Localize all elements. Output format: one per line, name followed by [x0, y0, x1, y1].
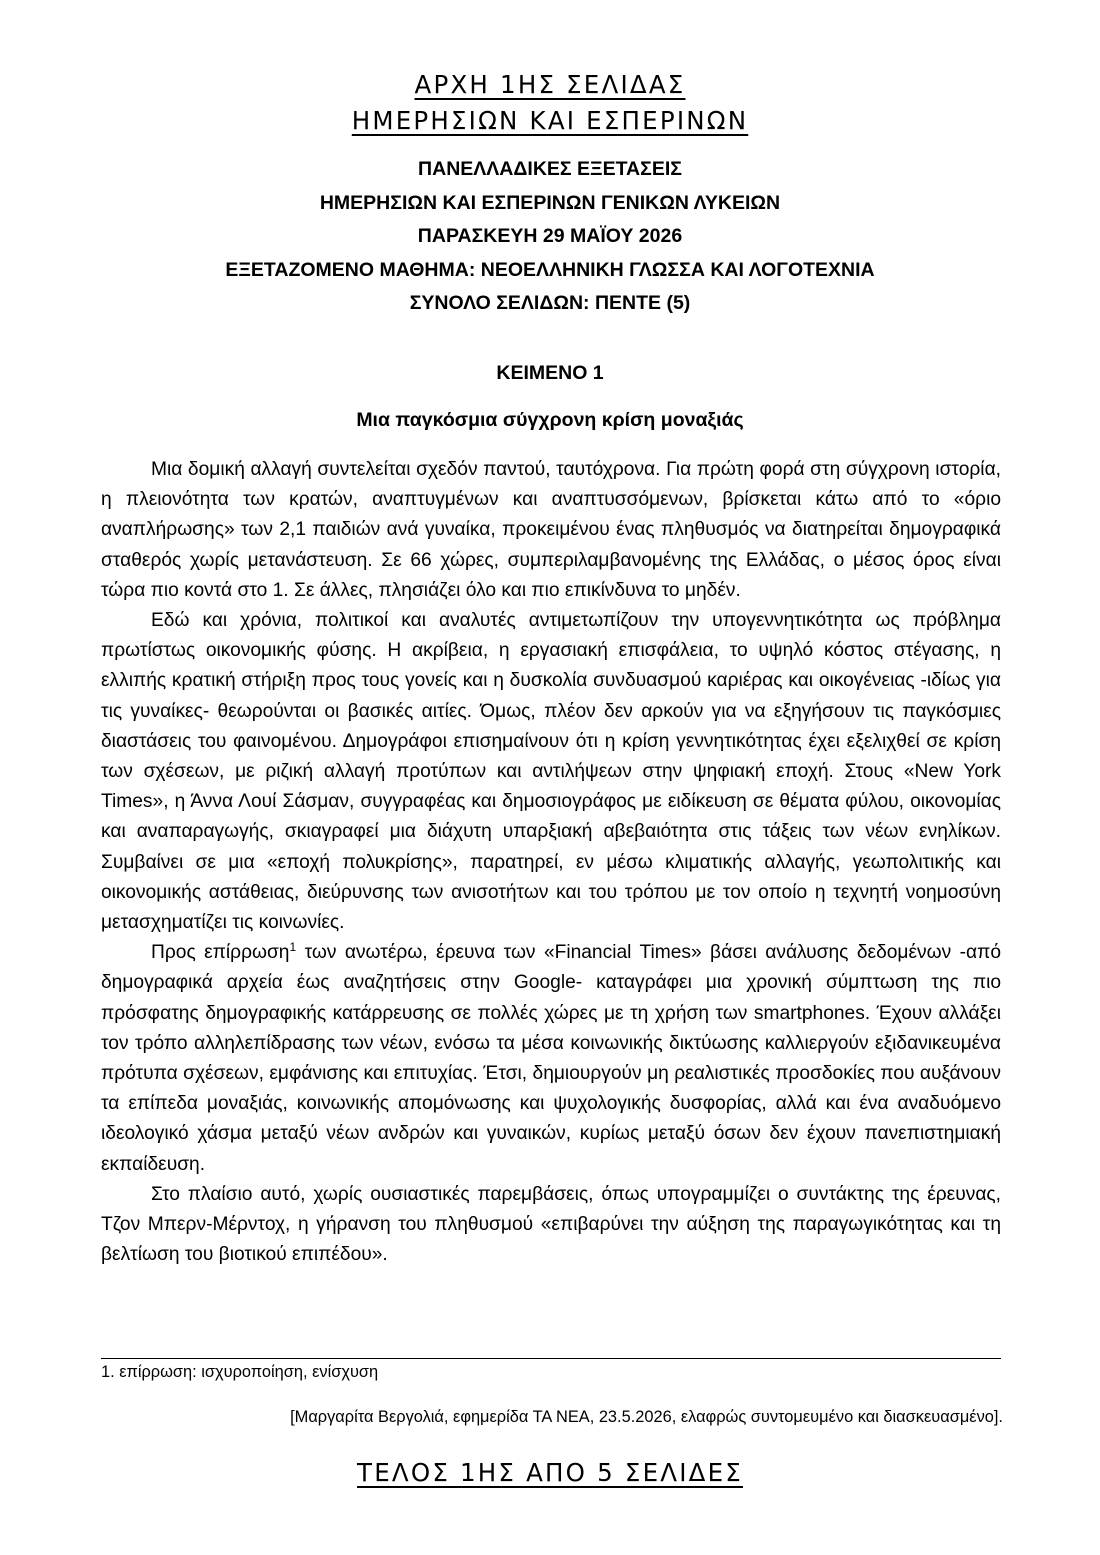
- exam-header-line: ΠΑΡΑΣΚΕΥΗ 29 ΜΑΪΟΥ 2026: [417, 225, 683, 247]
- page-start-marker-line1: ΑΡΧΗ 1ΗΣ ΣΕΛΙΔΑΣ: [414, 70, 686, 99]
- text-label: ΚΕΙΜΕΝΟ 1: [496, 362, 604, 384]
- article-body: [101, 455, 1001, 1270]
- paragraph-text: των ανωτέρω, έρευνα των «Financial Times» βάσει ανάλυσης δεδομένων -από δημογραφικά αρχεία έως αναζητήσεις στην Google- καταγράφει μια χρονική σύμπτωση της πιο πρόσφατης δημογραφικής κατάρρευσης σε πολλές χώρες με τη χρήση των smartphones. Έχουν αλλάξει τον τρόπο αλληλεπίδρασης των νέων, ενόσω τα μέσα κοινωνικής δικτύωσης καλλιεργούν εξιδανικευμένα πρότυπα σχέσεων, εμφάνισης και επιτυχίας. Έτσι, δημιουργούν μη ρεαλιστικές προσδοκίες που αυξάνουν τα επίπεδα μοναξιάς, κοινωνικής απομόνωσης και ψυχολογικής δυσφορίας, αλλά και ένα αναδυόμενο ιδεολογικό χάσμα μεταξύ νέων ανδρών και γυναικών, κυρίως μεταξύ όσων δεν έχουν πανεπιστημιακή εκπαίδευση.: [101, 942, 1001, 1175]
- paragraph: [101, 938, 1001, 1180]
- exam-header-line: ΗΜΕΡΗΣΙΩΝ ΚΑΙ ΕΣΠΕΡΙΝΩΝ ΓΕΝΙΚΩΝ ΛΥΚΕΙΩΝ: [319, 191, 781, 214]
- paragraph: [101, 606, 1001, 938]
- page-end-marker: ΤΕΛΟΣ 1ΗΣ ΑΠΟ 5 ΣΕΛΙΔΕΣ: [357, 1458, 743, 1487]
- paragraph: Στο πλαίσιο αυτό, χωρίς ουσιαστικές παρεμβάσεις, όπως υπογραμμίζει ο συντάκτης της έρευνας, Τζον Μπερν-Μέρντοχ, η γήρανση του πληθυσμού «επιβαρύνει την αύξηση της παραγωγικότητας και τη βελτίωση του βιοτικού επιπέδου».: [101, 1183, 1001, 1266]
- footnote: 1. επίρρωση: ισχυροποίηση, ενίσχυση: [101, 1363, 379, 1381]
- source-citation: [Μαργαρίτα Βεργολιά, εφημερίδα ΤΑ ΝΕΑ, 23.5.2026, ελαφρώς συντομευμένο και διασκευασμένο].: [290, 1408, 1003, 1426]
- page-start-marker-line2: ΗΜΕΡΗΣΙΩΝ ΚΑΙ ΕΣΠΕΡΙΝΩΝ: [351, 106, 749, 135]
- footnote-reference: 1: [289, 940, 297, 955]
- footnote-divider: [101, 1358, 1001, 1359]
- exam-header-line: ΕΞΕΤΑΖΟΜΕΝΟ ΜΑΘΗΜΑ: ΝΕΟΕΛΛΗΝΙΚΗ ΓΛΩΣΣΑ ΚΑΙ ΛΟΓΟΤΕΧΝΙΑ: [225, 258, 875, 281]
- paragraph: Μια δομική αλλαγή συντελείται σχεδόν παντού, ταυτόχρονα. Για πρώτη φορά στη σύγχρονη ιστορία, η πλειονότητα των κρατών, αναπτυγμένων και αναπτυσσόμενων, βρίσκεται κάτω από το «όριο αναπλήρωσης» των 2,1 παιδιών ανά γυναίκα, προκειμένου ένας πληθυσμός να διατηρείται δημογραφικά σταθερός χωρίς μετανάστευση. Σε 66 χώρες, συμπεριλαμβανομένης της Ελλάδας, ο μέσος όρος είναι τώρα πιο κοντά στο 1. Σε άλλες, πλησιάζει όλο και πιο επικίνδυνα το μηδέν.: [101, 459, 1001, 601]
- paragraph-text: Εδώ και χρόνια, πολιτικοί και αναλυτές αντιμετωπίζουν την υπογεννητικότητα ως πρόβλημα πρωτίστως οικονομικής φύσης. Η ακρίβεια, η εργασιακή επισφάλεια, το υψηλό κόστος στέγασης, η ελλιπής κρατική στήριξη προς τους γονείς και η δυσκολία συνδυασμού καριέρας και οικογένειας -ιδίως για τις γυναίκες- θεωρούνται οι βασικές αιτίες. Όμως, πλέον δεν αρκούν για να εξηγήσουν τις παγκόσμιες διαστάσεις του φαινομένου. Δημογράφοι επισημαίνουν ότι η κρίση γεννητικότητας έχει εξελιχθεί σε κρίση των σχέσεων, με ριζική αλλαγή προτύπων και αντιλήψεων στην ψηφιακή εποχή. Στους «New York Times», η Άννα Λουί Σάσμαν, συγγραφέας και δημοσιογράφος με ειδίκευση σε θέματα φύλου, οικονομίας και αναπαραγωγής, σκιαγραφεί μια διάχυτη υπαρξιακή αβεβαιότητα στις τάξεις των νέων ενηλίκων. Συμβαίνει σε μια «εποχή πολυκρίσης», παρατηρεί, εν μέσω κλιματικής αλλαγής, γεωπολιτικής και οικονομικής αστάθειας, διεύρυνσης των ανισοτήτων και του τρόπου με τον οποίο η τεχνητή νοημοσύνη μετασχηματίζει τις κοινωνίες.: [101, 610, 1001, 934]
- exam-header: [0, 153, 1100, 321]
- exam-header-line: ΠΑΝΕΛΛΑΔΙΚΕΣ ΕΞΕΤΑΣΕΙΣ: [418, 158, 682, 180]
- exam-header-line: ΣΥΝΟΛΟ ΣΕΛΙΔΩΝ: ΠΕΝΤΕ (5): [409, 292, 691, 314]
- paragraph-text: Προς επίρρωση: [151, 942, 290, 964]
- text-title: Μια παγκόσμια σύγχρονη κρίση μοναξιάς: [356, 409, 744, 431]
